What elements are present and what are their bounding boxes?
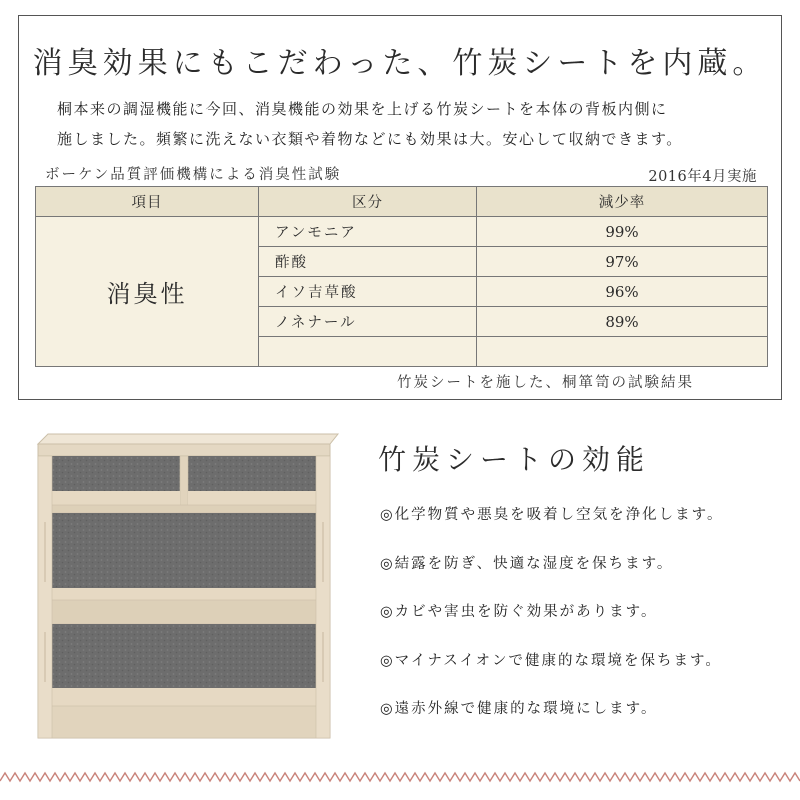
list-item: ◎カビや害虫を防ぐ効果があります。 (380, 604, 658, 620)
item-deodorizing: 消臭性 (36, 217, 259, 367)
efficacy-title: 竹炭シートの効能 (378, 443, 651, 476)
shelf-illustration (34, 432, 344, 742)
test-title: ボーケン品質評価機構による消臭性試験 (45, 167, 342, 183)
category-cell: イソ吉草酸 (259, 277, 477, 307)
header-item: 項目 (36, 187, 259, 217)
category-cell: アンモニア (259, 217, 477, 247)
headline: 消臭効果にもこだわった、竹炭シートを内蔵。 (32, 46, 768, 81)
list-item: ◎マイナスイオンで健康的な環境を保ちます。 (380, 652, 722, 669)
zigzag-divider (0, 770, 800, 784)
list-item: ◎結露を防ぎ、快適な湿度を保ちます。 (380, 555, 674, 572)
list-item: ◎化学物質や悪臭を吸着し空気を浄化します。 (380, 507, 724, 523)
table-row (36, 217, 768, 247)
rate-cell: 99% (477, 217, 768, 247)
rate-cell: 89% (477, 307, 768, 337)
header-rate: 減少率 (477, 187, 768, 217)
table-caption: 竹炭シートを施した、桐箪笥の試験結果 (397, 375, 694, 391)
header-category: 区分 (259, 187, 477, 217)
results-table (35, 186, 768, 367)
efficacy-list (380, 503, 724, 746)
rate-cell (477, 337, 768, 367)
rate-cell: 97% (477, 247, 768, 277)
paulownia-shelf-image (34, 432, 344, 742)
intro-text (57, 94, 683, 154)
intro-line-2: 施しました。頻繁に洗えない衣類や着物などにも効果は大。安心して収納できます。 (57, 130, 683, 148)
category-cell: ノネナール (259, 307, 477, 337)
category-cell: 酢酸 (259, 247, 477, 277)
category-cell (259, 337, 477, 367)
test-date: 2016年4月実施 (648, 169, 757, 185)
table-header-row (36, 187, 768, 217)
list-item: ◎遠赤外線で健康的な環境にします。 (380, 701, 658, 717)
odor-test-panel (18, 15, 782, 400)
rate-cell: 96% (477, 277, 768, 307)
intro-line-1: 桐本来の調湿機能に今回、消臭機能の効果を上げる竹炭シートを本体の背板内側に (57, 100, 668, 118)
